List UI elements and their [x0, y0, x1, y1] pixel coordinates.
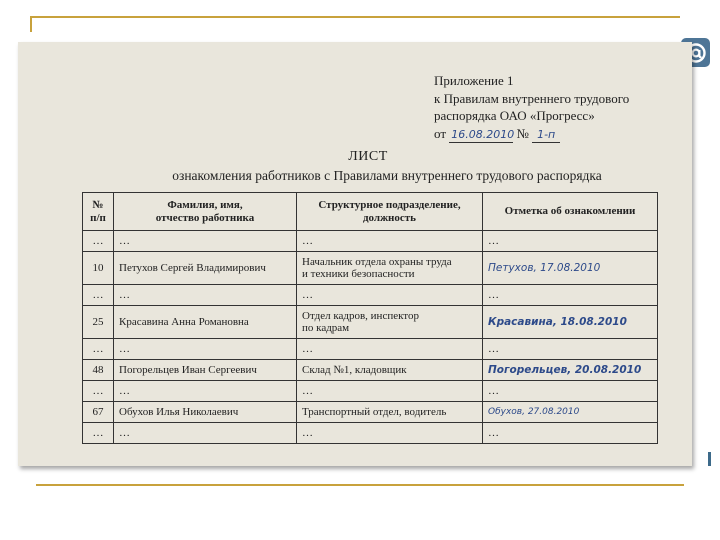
- top-corner-tick: [30, 16, 32, 32]
- header-department-line-1: Структурное подразделение,: [318, 198, 461, 211]
- side-marker: [708, 452, 711, 466]
- row-department: Транспортный отдел, водитель: [297, 402, 483, 423]
- header-name-line-1: Фамилия, имя,: [167, 198, 243, 211]
- row-number: …: [83, 231, 114, 252]
- row-number: 25: [83, 306, 114, 339]
- table-row: [83, 339, 658, 360]
- handwritten-number: 1-п: [532, 128, 560, 143]
- top-divider-line: [30, 16, 680, 18]
- row-signature: Красавина, 18.08.2010: [483, 306, 658, 339]
- row-signature: Петухов, 17.08.2010: [483, 252, 658, 285]
- row-number: …: [83, 339, 114, 360]
- header-department: [297, 193, 483, 231]
- appendix-date-line: [434, 125, 684, 143]
- row-number: …: [83, 423, 114, 444]
- row-name: …: [114, 339, 297, 360]
- header-department-line-2: должность: [362, 211, 416, 224]
- table-row: [83, 306, 658, 339]
- appendix-line-1: Приложение 1: [434, 73, 514, 88]
- row-mark: …: [483, 285, 658, 306]
- row-signature: Погорельцев, 20.08.2010: [483, 360, 658, 381]
- row-mark: …: [483, 381, 658, 402]
- row-name: …: [114, 423, 297, 444]
- appendix-line-2: к Правилам внутреннего трудового: [434, 90, 630, 106]
- row-department: …: [297, 423, 483, 444]
- row-name: Погорельцев Иван Сергеевич: [114, 360, 297, 381]
- document-title: ЛИСТ: [348, 149, 388, 164]
- table-row: [83, 285, 658, 306]
- row-mark: …: [483, 339, 658, 360]
- row-number: …: [83, 381, 114, 402]
- header-mark: Отметка об ознакомлении: [483, 193, 658, 231]
- row-department: …: [297, 339, 483, 360]
- row-number: 10: [83, 252, 114, 285]
- row-signature: Обухов, 27.08.2010: [483, 402, 658, 423]
- date-prefix: от: [434, 125, 447, 141]
- header-number-line-2: п/п: [90, 211, 106, 224]
- row-department: [297, 306, 483, 339]
- header-number: [83, 193, 114, 231]
- row-name: Обухов Илья Николаевич: [114, 402, 297, 423]
- bottom-divider-line: [36, 484, 684, 486]
- document-sheet: [18, 42, 692, 466]
- header-name: [114, 193, 297, 231]
- handwritten-date: 16.08.2010: [451, 127, 515, 141]
- row-department-line-2: по кадрам: [302, 322, 350, 334]
- row-name: …: [114, 231, 297, 252]
- row-number: 67: [83, 402, 114, 423]
- row-name: Петухов Сергей Владимирович: [114, 252, 297, 285]
- number-sign: №: [516, 125, 529, 141]
- table-row: [83, 360, 658, 381]
- table-row: [83, 231, 658, 252]
- row-mark: …: [483, 231, 658, 252]
- document-subtitle: ознакомления работников с Правилами внутреннего трудового распорядка: [172, 168, 602, 183]
- table-row: [83, 423, 658, 444]
- row-name: …: [114, 381, 297, 402]
- row-department-line-1: Отдел кадров, инспектор: [302, 309, 419, 322]
- row-name: Красавина Анна Романовна: [114, 306, 297, 339]
- row-department: Склад №1, кладовщик: [297, 360, 483, 381]
- row-number: …: [83, 285, 114, 306]
- table-row: [83, 252, 658, 285]
- row-department-line-1: Начальник отдела охраны труда: [302, 255, 452, 268]
- appendix-line-3: распорядка ОАО «Прогресс»: [434, 108, 595, 123]
- header-number-line-1: №: [92, 198, 104, 211]
- row-department: [297, 252, 483, 285]
- row-department: …: [297, 285, 483, 306]
- table-row: [83, 402, 658, 423]
- row-mark: …: [483, 423, 658, 444]
- table-header-row: [83, 193, 658, 231]
- header-name-line-2: отчество работника: [155, 211, 255, 224]
- row-department: …: [297, 381, 483, 402]
- row-number: 48: [83, 360, 114, 381]
- row-department-line-2: и техники безопасности: [302, 268, 415, 280]
- appendix-block: [434, 72, 684, 143]
- acknowledgement-table: [82, 192, 658, 444]
- table-row: [83, 381, 658, 402]
- row-department: …: [297, 231, 483, 252]
- row-name: …: [114, 285, 297, 306]
